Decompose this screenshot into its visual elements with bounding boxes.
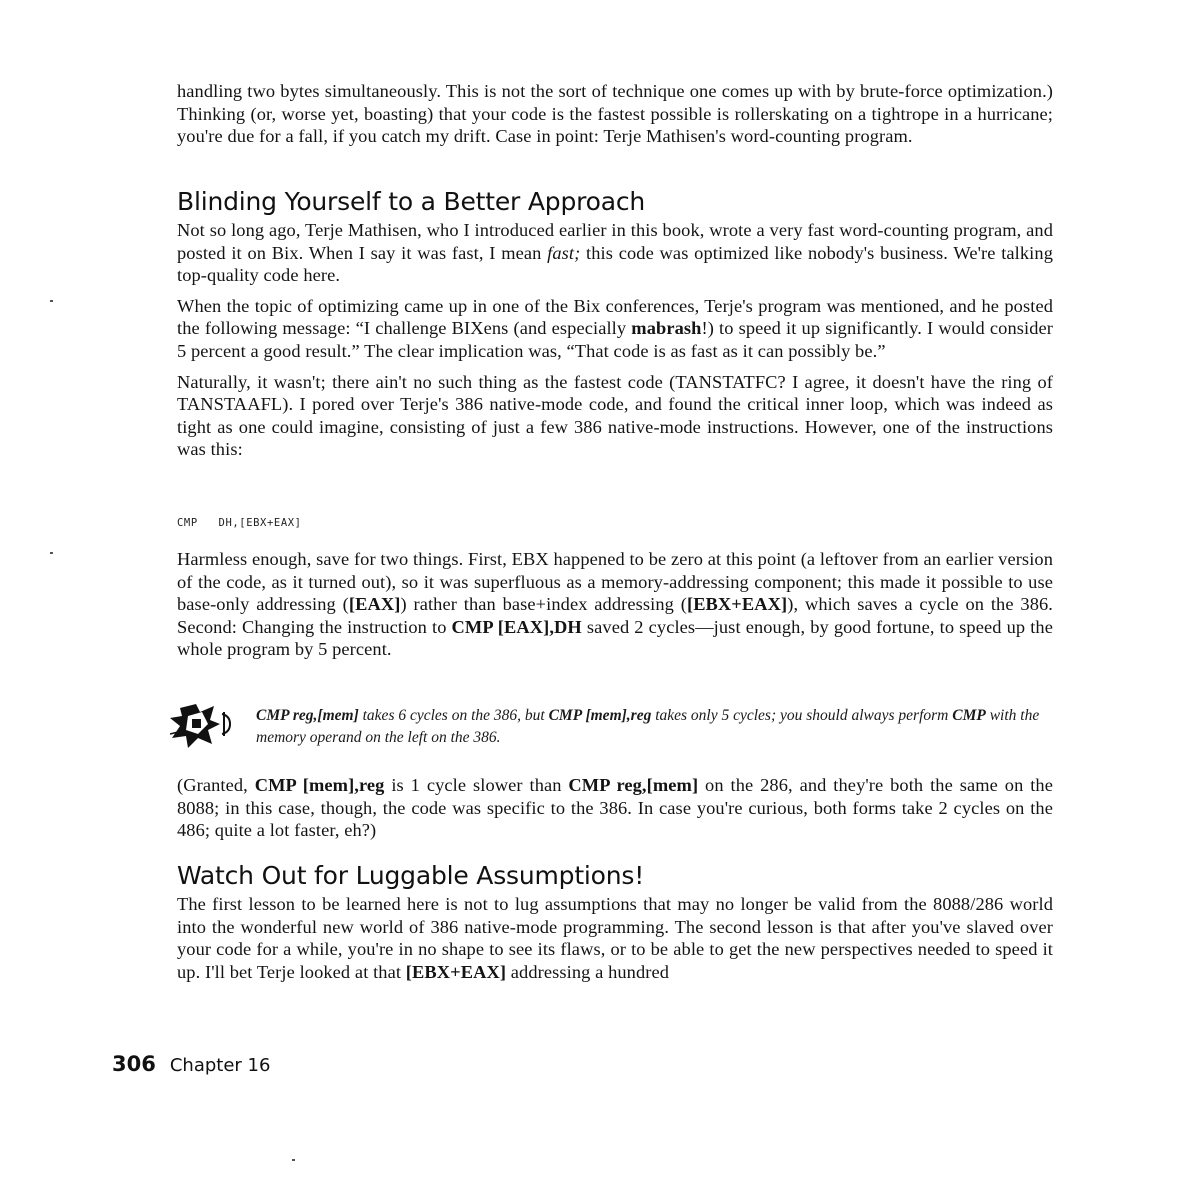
paragraph-naturally: Naturally, it wasn't; there ain't no such thing as the fastest code (TANSTATFC? I agree, it doesn't have the ring of TANSTAAFL). I pored over Terje's 386 native-mode code, and found the critical inner loop, which was indeed as tight as one could imagine, consisting of just a few 386 native-mode instructions. However, one of the instructions was this: [177,371,1053,460]
pop-note-icon [170,702,242,752]
note-text: CMP reg,[mem] takes 6 cycles on the 386, but CMP [mem],reg takes only 5 cycles; you should always perform CMP with the memory operand on the left on the 386. [256,707,1040,746]
page-number: 306 [112,1052,156,1076]
scan-speck [50,300,53,302]
granted-block [177,774,1053,842]
section-heading-blinding: Blinding Yourself to a Better Approach [177,187,646,216]
code-line-cmp: CMP DH,[EBX+EAX] [177,517,302,529]
scan-speck [50,552,53,554]
section-blinding [177,187,1053,461]
chapter-label: Chapter 16 [169,1055,271,1076]
intro-block [177,80,1053,148]
paragraph-topic-of-optimizing: When the topic of optimizing came up in one of the Bix conferences, Terje's program was mentioned, and he posted the following message: “I challenge BIXens (and especially mabrash!) to speed it up significantly. I would consider 5 percent a good result.” The clear implication was, “That code is as fast as it can possibly be.” [177,295,1053,361]
paragraph-first-lesson: The first lesson to be learned here is not to lug assumptions that may no longer be valid from the 8088/286 world into the wonderful new world of 386 native-mode programming. The second lesson is that after you've slaved over your code for a while, you're in no shape to see its flaws, or to be able to get the new perspectives needed to speed it up. I'll bet Terje looked at that [EBX+EAX] addressing a hundred [177,894,1053,982]
paragraph-not-so-long-ago: Not so long ago, Terje Mathisen, who I introduced earlier in this book, wrote a very fast word-counting program, and posted it on Bix. When I say it was fast, I mean fast; this code was optimized like nobody's business. We're talking top-quality code here. [177,220,1053,286]
section-heading-luggable: Watch Out for Luggable Assumptions! [177,861,645,890]
paragraph-granted: (Granted, CMP [mem],reg is 1 cycle slower than CMP reg,[mem] on the 286, and they're both the same on the 8088; in this case, though, the code was specific to the 386. In case you're curious, both forms take 2 cycles on the 486; quite a lot faster, eh?) [177,775,1053,841]
page-footer [112,1052,270,1076]
paragraph-harmless-enough: Harmless enough, save for two things. First, EBX happened to be zero at this point (a leftover from an earlier version of the code, as it turned out), so it was superfluous as a memory-addressing component; this made it possible to use base-only addressing ([EAX]) rather than base+index addressing ([EBX+EAX]), which saves a cycle on the 386. Second: Changing the instruction to CMP [EAX],DH saved 2 cycles—just enough, by good fortune, to speed up the whole program by 5 percent. [177,549,1053,660]
code-block [177,517,1053,529]
intro-paragraph: handling two bytes simultaneously. This is not the sort of technique one comes up with by brute-force optimization.) Thinking (or, worse yet, boasting) that your code is the fastest possible is rollerskating on a tightrope in a hurricane; you're due for a fall, if you catch my drift. Case in point: Terje Mathisen's word-counting program. [177,81,1053,147]
note-callout [170,702,1050,752]
scan-speck [292,1159,295,1161]
harmless-block [177,548,1053,661]
section-luggable [177,861,1053,983]
